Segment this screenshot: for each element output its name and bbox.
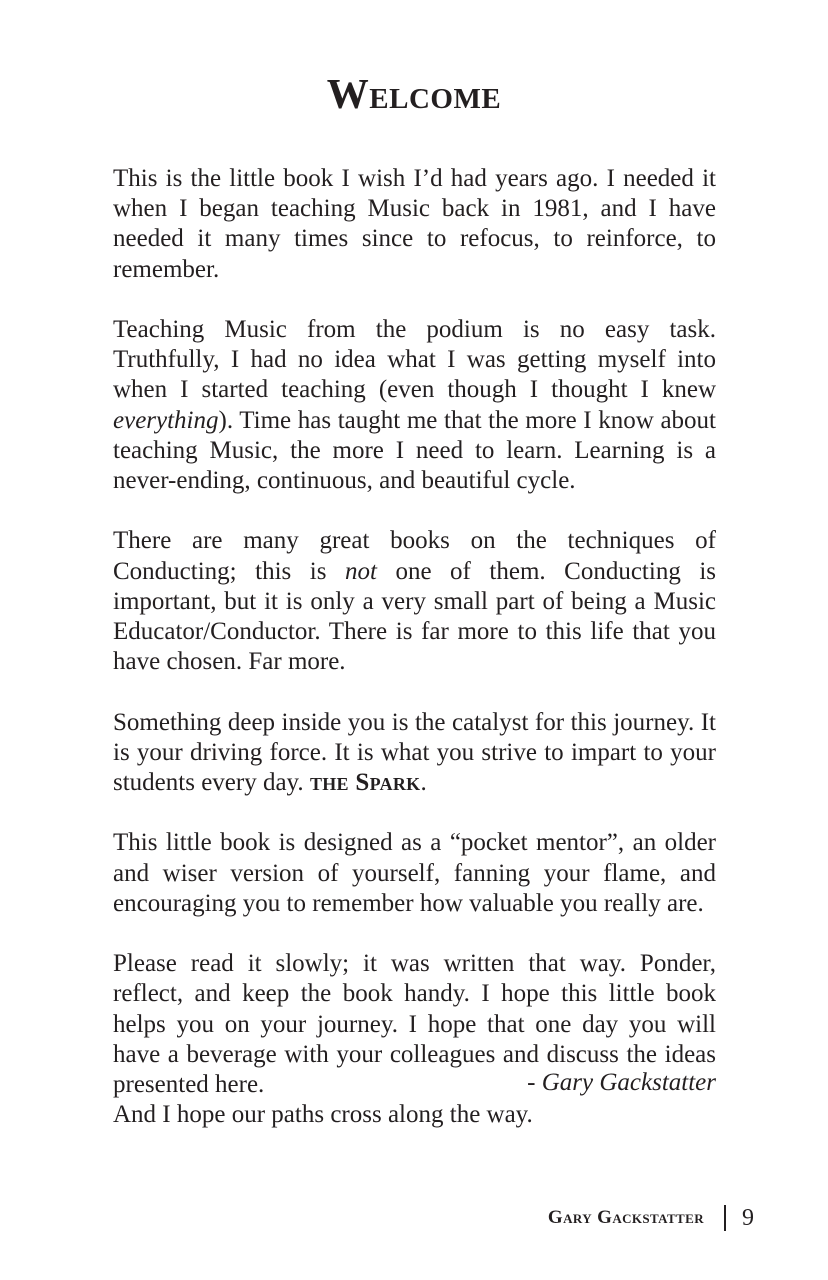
paragraph-2-text-b: ). Time has taught me that the more I know about teaching Music, the more I need to learn. Learning is a never-ending, continuous, and beautiful cycle. [113,406,716,495]
paragraph-6-last-line: And I hope our paths cross along the way. [113,1101,533,1129]
paragraph-3-text-a: There are many great books on the techniques of Conducting; this is [113,527,716,585]
paragraph-6 [113,949,716,1130]
paragraph-2 [113,315,716,496]
author-signature: - Gary Gackstatter [527,1069,716,1096]
paragraph-4-text-b: . [420,769,427,797]
paragraph-1: This is the little book I wish I’d had years ago. I needed it when I began teaching Music back in 1981, and I have needed it many times since to refocus, to reinforce, to remember. [113,165,716,283]
body-text [113,164,716,1130]
page-footer [548,1203,754,1233]
footer-divider [724,1205,726,1231]
paragraph-3 [113,526,716,677]
emphasis-not: not [344,557,377,585]
paragraph-5: This little book is designed as a “pocket mentor”, an older and wiser version of yourself, fanning your flame, and encouraging you to remember how valuable you really are. [113,829,716,917]
page-title: Welcome [326,72,502,118]
footer-author: Gary Gackstatter [547,1207,704,1228]
paragraph-4-text-a: Something deep inside you is the catalyst for this journey. It is your driving force. It is what you strive to impart to your students every day. [113,708,716,797]
paragraph-2-text-a: Teaching Music from the podium is no easy task. Truthfully, I had no idea what I was getting myself into when I started teaching (even though I thought I knew [113,316,716,404]
paragraph-4 [113,708,716,799]
paragraph-6-text: Please read it slowly; it was written that way. Ponder, reflect, and keep the book handy. I hope this little book helps you on your journey. I hope that one day you will have a beverage with your colleagues and discuss the ideas presented here. [113,950,716,1099]
paragraph-3-text-b: one of them. Conducting is important, but it is only a very small part of being a Music Educator/Conductor. There is far more to this life that you have chosen. Far more. [113,557,717,676]
emphasis-everything: everything [113,406,219,434]
page-number: 9 [742,1204,754,1231]
the-spark-phrase: the Spark [309,769,421,797]
